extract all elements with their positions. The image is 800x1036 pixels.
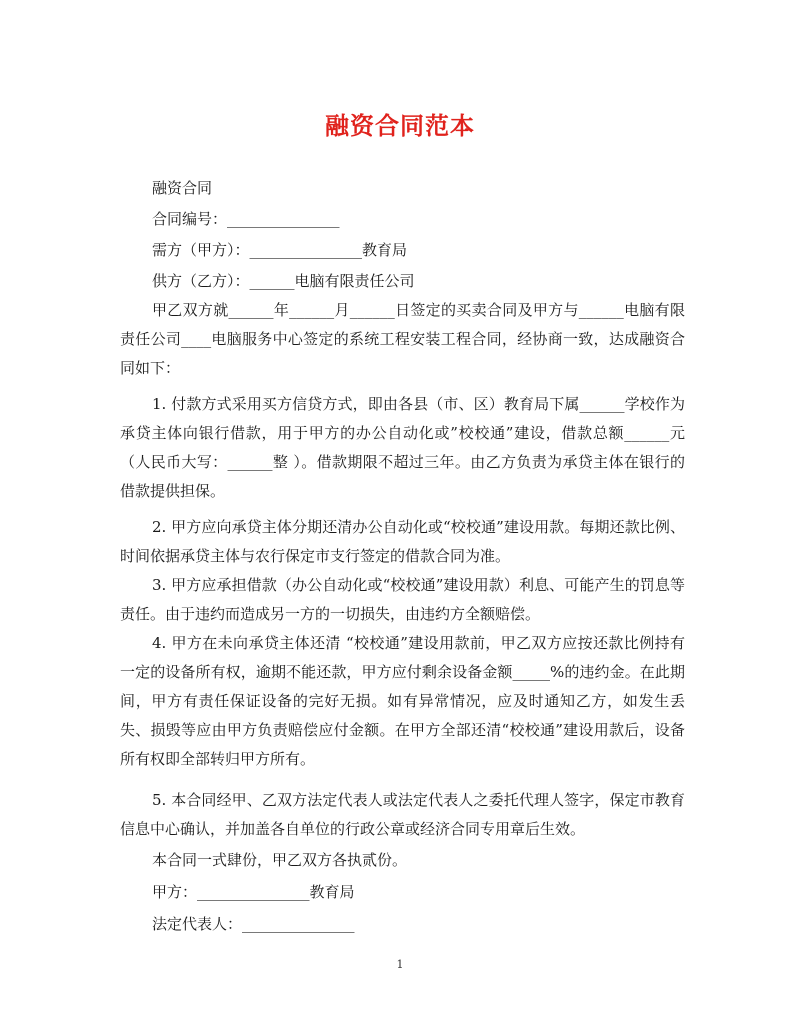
clause-1: 1. 付款方式采用买方信贷方式，即由各县（市、区）教育局下属______学校作为承贷主体向银行借款，用于甲方的办公自动化或”校校通”建设，借款总额______元（人民币大写：______整 ）。借款期限不超过三年。由乙方负责为承贷主体在银行的借款提供担保。: [120, 395, 685, 500]
contract-heading: 融资合同: [152, 179, 213, 197]
page-number: 1: [396, 958, 404, 971]
clause-3: 3. 甲方应承担借款（办公自动化或“校校通”建设用款）利息、可能产生的罚息等责任。由于违约而造成另一方的一切损失，由违约方全额赔偿。: [120, 576, 685, 623]
document-title: 融资合同范本: [325, 111, 475, 140]
party-a-signature: 甲方：_______________教育局: [152, 883, 355, 901]
intro-paragraph: 甲乙双方就______年______月______日签定的买卖合同及甲方与______电脑有限责任公司____电脑服务中心签定的系统工程安装工程合同，经协商一致，达成融资合同如下：: [120, 301, 685, 377]
clause-5: 5. 本合同经甲、乙双方法定代表人或法定代表人之委托代理人签字，保定市教育信息中心确认，并加盖各自单位的行政公章或经济合同专用章后生效。: [120, 791, 685, 838]
clause-2: 2. 甲方应向承贷主体分期还清办公自动化或“校校通”建设用款。每期还款比例、时间依据承贷主体与农行保定市支行签定的借款合同为准。: [120, 518, 685, 565]
legal-representative-signature: 法定代表人：_______________: [152, 915, 355, 933]
contract-number-line: 合同编号：_______________: [152, 210, 340, 228]
supplier-line: 供方（乙方）：______电脑有限责任公司: [152, 272, 415, 290]
demander-line: 需方（甲方）：_______________教育局: [152, 241, 408, 259]
copies-paragraph: 本合同一式肆份，甲乙双方各执贰份。: [152, 851, 408, 869]
clause-4: 4. 甲方在未向承贷主体还清 “校校通”建设用款前，甲乙双方应按还款比例持有一定的设备所有权，逾期不能还款，甲方应付剩余设备金额_____%的违约金。在此期间，甲方有责任保证设备的完好无损。如有异常情况，应及时通知乙方，如发生丢失、损毁等应由甲方负责赔偿应付金额。在甲方全部还清“校校通”建设用款后，设备所有权即全部转归甲方所有。: [120, 634, 685, 768]
